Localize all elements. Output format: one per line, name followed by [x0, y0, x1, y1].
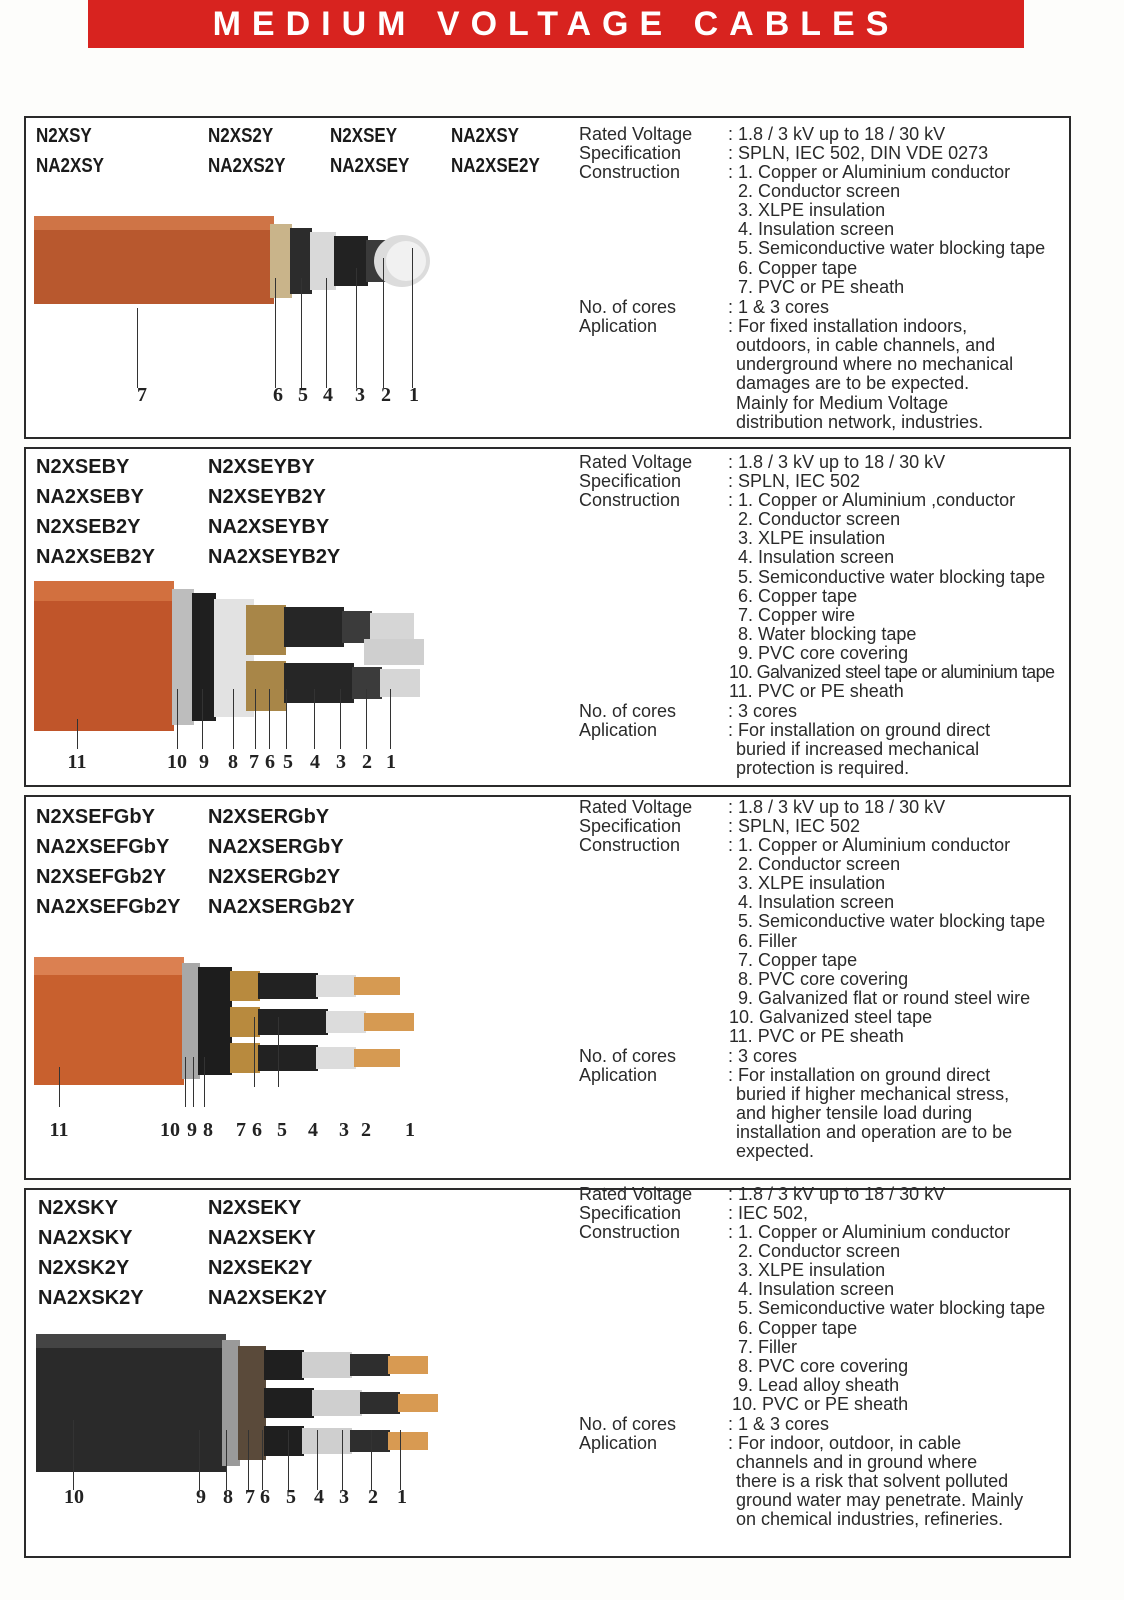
construction-label: Construction — [579, 835, 681, 855]
part-number: 8 — [203, 1119, 213, 1141]
construction-label: Construction — [579, 162, 681, 182]
cores-value: : 1 & 3 cores — [728, 1414, 830, 1434]
cable-illustration — [36, 1328, 456, 1478]
construction-item: 8. PVC core covering — [738, 1356, 909, 1376]
cable-code: N2XSEFGb2Y — [36, 866, 167, 888]
leader-line — [390, 689, 391, 749]
part-number: 7 — [137, 384, 147, 406]
part-number: 8 — [228, 751, 238, 773]
construction-item: 4. Insulation screen — [738, 547, 895, 567]
construction-item: 9. PVC core covering — [738, 643, 909, 663]
cable-code: NA2XSEY — [330, 155, 410, 177]
application-line: buried if increased mechanical — [736, 739, 980, 759]
leader-line — [326, 278, 327, 388]
rated-voltage-value: : 1.8 / 3 kV up to 18 / 30 kV — [728, 452, 946, 472]
part-number: 2 — [362, 751, 372, 773]
cable-code: N2XSY — [36, 125, 92, 147]
cores-value: : 3 cores — [728, 1046, 798, 1066]
leader-line — [59, 1067, 60, 1107]
construction-item: 3. XLPE insulation — [738, 200, 886, 220]
cores-label: No. of cores — [579, 1046, 677, 1066]
cable-code: NA2XSERGbY — [208, 836, 344, 858]
part-number: 2 — [361, 1119, 371, 1141]
leader-line — [204, 1057, 205, 1107]
cable-code: NA2XSEFGb2Y — [36, 896, 181, 918]
cable-code: NA2XSK2Y — [38, 1287, 144, 1309]
construction-item: 3. XLPE insulation — [738, 1260, 886, 1280]
rated-voltage-label: Rated Voltage — [579, 797, 693, 817]
part-number: 1 — [386, 751, 396, 773]
cable-illustration — [34, 947, 454, 1097]
part-number: 3 — [339, 1119, 349, 1141]
rated-voltage-label: Rated Voltage — [579, 124, 693, 144]
leader-line — [185, 1057, 186, 1107]
specification-value: : IEC 502, — [728, 1203, 809, 1223]
construction-item: 11. PVC or PE sheath — [729, 681, 904, 701]
application-line: : For installation on ground direct — [728, 720, 991, 740]
leader-line — [400, 1430, 401, 1490]
part-number: 5 — [283, 751, 293, 773]
leader-line — [314, 689, 315, 749]
construction-item: 2. Conductor screen — [738, 1241, 901, 1261]
application-line: : For fixed installation indoors, — [728, 316, 968, 336]
cable-code: NA2XSEBY — [36, 486, 144, 508]
application-line: expected. — [736, 1141, 815, 1161]
leader-line — [383, 258, 384, 388]
application-label: Aplication — [579, 316, 658, 336]
construction-item: 3. XLPE insulation — [738, 528, 886, 548]
part-number: 6 — [273, 384, 283, 406]
leader-line — [288, 1430, 289, 1490]
part-number: 5 — [286, 1486, 296, 1508]
leader-line — [255, 689, 256, 749]
cable-code: N2XSEK2Y — [208, 1257, 313, 1279]
construction-item: 7. PVC or PE sheath — [738, 277, 905, 297]
rated-voltage-label: Rated Voltage — [579, 1184, 693, 1204]
construction-label: Construction — [579, 1222, 681, 1242]
cable-section-4 — [24, 1184, 1071, 1558]
specification-value: : SPLN, IEC 502 — [728, 816, 861, 836]
cable-code: NA2XSEYB2Y — [208, 546, 341, 568]
leader-line — [199, 1430, 200, 1490]
construction-item: 10. Galvanized steel tape — [729, 1007, 933, 1027]
construction-item: 6. Copper tape — [738, 258, 858, 278]
specification-label: Specification — [579, 143, 682, 163]
construction-item: : 1. Copper or Aluminium ,conductor — [728, 490, 1016, 510]
construction-item: 2. Conductor screen — [738, 509, 901, 529]
part-number: 3 — [336, 751, 346, 773]
part-number: 4 — [323, 384, 333, 406]
construction-item: 4. Insulation screen — [738, 219, 895, 239]
part-number: 2 — [368, 1486, 378, 1508]
construction-item: 4. Insulation screen — [738, 892, 895, 912]
specification-label: Specification — [579, 471, 682, 491]
part-number: 3 — [355, 384, 365, 406]
construction-item: 7. Copper wire — [738, 605, 856, 625]
specification-label: Specification — [579, 816, 682, 836]
application-line: : For indoor, outdoor, in cable — [728, 1433, 962, 1453]
leader-line — [233, 689, 234, 749]
construction-item: 8. Water blocking tape — [738, 624, 917, 644]
part-number: 1 — [405, 1119, 415, 1141]
part-number: 7 — [245, 1486, 255, 1508]
part-number: 5 — [298, 384, 308, 406]
part-number: 10 — [160, 1119, 180, 1141]
leader-line — [301, 278, 302, 388]
part-number: 6 — [260, 1486, 270, 1508]
construction-item: 2. Conductor screen — [738, 181, 901, 201]
cable-code: N2XSKY — [38, 1197, 119, 1219]
cable-code: N2XSEY — [330, 125, 398, 147]
cable-code: N2XSEFGbY — [36, 806, 155, 828]
part-number: 9 — [199, 751, 209, 773]
part-number: 11 — [49, 1119, 69, 1141]
cable-illustration — [34, 577, 454, 737]
cable-illustration — [34, 206, 454, 316]
leader-line — [137, 308, 138, 388]
part-number: 6 — [265, 751, 275, 773]
construction-item: 11. PVC or PE sheath — [729, 1026, 904, 1046]
application-line: Mainly for Medium Voltage — [736, 393, 949, 413]
rated-voltage-value: : 1.8 / 3 kV up to 18 / 30 kV — [728, 797, 946, 817]
application-line: distribution network, industries. — [736, 412, 984, 432]
application-line: buried if higher mechanical stress, — [736, 1084, 1010, 1104]
cable-code: NA2XSEK2Y — [208, 1287, 327, 1309]
cable-code: NA2XSE2Y — [451, 155, 540, 177]
leader-line — [412, 248, 413, 388]
leader-line — [254, 1017, 255, 1087]
cores-label: No. of cores — [579, 701, 677, 721]
cores-value: : 3 cores — [728, 701, 798, 721]
part-number: 7 — [249, 751, 259, 773]
page-title: MEDIUM VOLTAGE CABLES — [88, 0, 1024, 48]
application-line: ground water may penetrate. Mainly — [736, 1490, 1024, 1510]
part-number: 4 — [308, 1119, 318, 1141]
cable-code: N2XS2Y — [208, 125, 274, 147]
construction-item: 2. Conductor screen — [738, 854, 901, 874]
cable-code: NA2XSEB2Y — [36, 546, 155, 568]
specification-value: : SPLN, IEC 502 — [728, 471, 861, 491]
construction-item: 3. XLPE insulation — [738, 873, 886, 893]
cable-code: NA2XSY — [36, 155, 105, 177]
cable-code: NA2XSEYBY — [208, 516, 330, 538]
leader-line — [356, 268, 357, 388]
part-number: 8 — [223, 1486, 233, 1508]
application-label: Aplication — [579, 720, 658, 740]
leader-line — [371, 1430, 372, 1490]
application-line: there is a risk that solvent polluted — [736, 1471, 1009, 1491]
cable-code: NA2XS2Y — [208, 155, 286, 177]
construction-item: 5. Semiconductive water blocking tape — [738, 238, 1046, 258]
leader-line — [342, 1430, 343, 1490]
leader-line — [340, 689, 341, 749]
cores-label: No. of cores — [579, 297, 677, 317]
leader-line — [193, 1057, 194, 1107]
part-number: 1 — [397, 1486, 407, 1508]
leader-line — [177, 689, 178, 749]
construction-item: 5. Semiconductive water blocking tape — [738, 911, 1046, 931]
construction-item: 9. Galvanized flat or round steel wire — [738, 988, 1031, 1008]
cable-section-1 — [24, 116, 1071, 439]
cable-code: NA2XSEKY — [208, 1227, 316, 1249]
construction-item: 4. Insulation screen — [738, 1279, 895, 1299]
rated-voltage-value: : 1.8 / 3 kV up to 18 / 30 kV — [728, 1184, 946, 1204]
cores-label: No. of cores — [579, 1414, 677, 1434]
cable-code: NA2XSEFGbY — [36, 836, 170, 858]
application-line: channels and in ground where — [736, 1452, 978, 1472]
cable-code: NA2XSERGb2Y — [208, 896, 355, 918]
application-line: underground where no mechanical — [736, 354, 1014, 374]
application-line: installation and operation are to be — [736, 1122, 1013, 1142]
part-number: 4 — [310, 751, 320, 773]
construction-item: 6. Filler — [738, 931, 798, 951]
cable-code: NA2XSKY — [38, 1227, 133, 1249]
leader-line — [275, 278, 276, 388]
cable-code: N2XSK2Y — [38, 1257, 130, 1279]
cable-section-3 — [24, 795, 1071, 1180]
cable-code: N2XSEKY — [208, 1197, 302, 1219]
leader-line — [73, 1420, 74, 1490]
leader-line — [317, 1430, 318, 1490]
application-line: protection is required. — [736, 758, 910, 778]
leader-line — [248, 1430, 249, 1490]
leader-line — [262, 1430, 263, 1490]
part-number: 9 — [196, 1486, 206, 1508]
application-label: Aplication — [579, 1433, 658, 1453]
cable-code: N2XSEYBY — [208, 456, 315, 478]
leader-line — [366, 689, 367, 749]
leader-line — [278, 1017, 279, 1087]
part-number: 3 — [339, 1486, 349, 1508]
construction-item: : 1. Copper or Aluminium conductor — [728, 835, 1011, 855]
cable-section-2 — [24, 447, 1071, 787]
leader-line — [226, 1430, 227, 1490]
part-number: 10 — [167, 751, 187, 773]
specification-label: Specification — [579, 1203, 682, 1223]
part-number: 9 — [187, 1119, 197, 1141]
construction-item: 6. Copper tape — [738, 1318, 858, 1338]
application-line: damages are to be expected. — [736, 373, 970, 393]
construction-label: Construction — [579, 490, 681, 510]
construction-item: 5. Semiconductive water blocking tape — [738, 567, 1046, 587]
part-number: 5 — [277, 1119, 287, 1141]
application-line: : For installation on ground direct — [728, 1065, 991, 1085]
construction-item: 9. Lead alloy sheath — [738, 1375, 900, 1395]
cable-code: N2XSEBY — [36, 456, 130, 478]
part-number: 2 — [381, 384, 391, 406]
cable-code: NA2XSY — [451, 125, 520, 147]
construction-item: : 1. Copper or Aluminium conductor — [728, 1222, 1011, 1242]
construction-item: 10. Galvanized steel tape or aluminium tape — [729, 662, 1055, 682]
application-line: on chemical industries, refineries. — [736, 1509, 1004, 1529]
construction-item: 7. Filler — [738, 1337, 798, 1357]
rated-voltage-value: : 1.8 / 3 kV up to 18 / 30 kV — [728, 124, 946, 144]
leader-line — [202, 689, 203, 749]
part-number: 4 — [314, 1486, 324, 1508]
construction-item: : 1. Copper or Aluminium conductor — [728, 162, 1011, 182]
application-label: Aplication — [579, 1065, 658, 1085]
part-number: 6 — [252, 1119, 262, 1141]
leader-line — [286, 689, 287, 749]
part-number: 10 — [64, 1486, 84, 1508]
part-number: 7 — [236, 1119, 246, 1141]
cable-code: N2XSEYB2Y — [208, 486, 326, 508]
specification-value: : SPLN, IEC 502, DIN VDE 0273 — [728, 143, 989, 163]
cable-code: N2XSERGb2Y — [208, 866, 341, 888]
construction-item: 7. Copper tape — [738, 950, 858, 970]
leader-line — [77, 719, 78, 749]
leader-line — [269, 689, 270, 749]
construction-item: 5. Semiconductive water blocking tape — [738, 1298, 1046, 1318]
part-number: 11 — [67, 751, 87, 773]
cores-value: : 1 & 3 cores — [728, 297, 830, 317]
application-line: and higher tensile load during — [736, 1103, 973, 1123]
construction-item: 10. PVC or PE sheath — [732, 1394, 909, 1414]
construction-item: 8. PVC core covering — [738, 969, 909, 989]
rated-voltage-label: Rated Voltage — [579, 452, 693, 472]
part-number: 1 — [409, 384, 419, 406]
construction-item: 6. Copper tape — [738, 586, 858, 606]
application-line: outdoors, in cable channels, and — [736, 335, 996, 355]
cable-code: N2XSERGbY — [208, 806, 330, 828]
cable-code: N2XSEB2Y — [36, 516, 141, 538]
